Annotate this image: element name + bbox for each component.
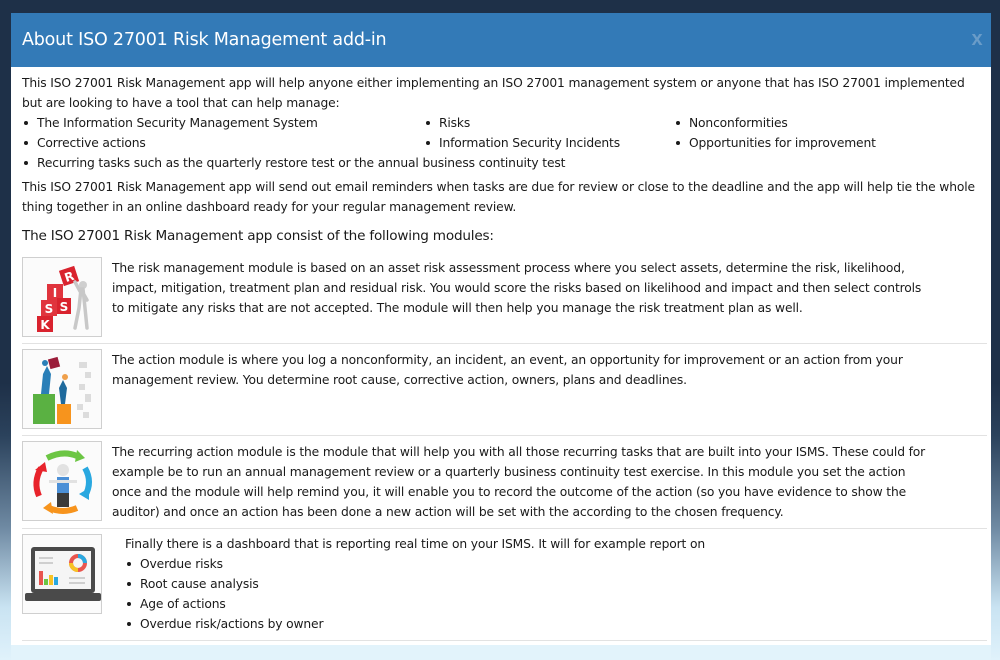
intro-paragraph: This ISO 27001 Risk Management app will help anyone either implementing an ISO 27001 management system or anyone that has ISO 27001 implemented but are looking to have a tool that can help manage: xyxy=(22,76,965,110)
action-teamwork-icon xyxy=(22,349,102,429)
modules-heading: The ISO 27001 Risk Management app consist of the following modules: xyxy=(22,228,494,244)
recurring-cycle-icon xyxy=(22,441,102,521)
module-recurring xyxy=(22,436,987,529)
feature-item: Risks xyxy=(424,113,674,133)
module-description: The risk management module is based on an asset risk assessment process where you select assets, determine the risk, likelihood, impact, mitigation, treatment plan and residual risk. You would score the risks based on likelihood and impact and then select controls to mitigate any risks that are not accepted. The module will then help you manage the risk treatment plan as well. xyxy=(112,261,922,315)
feature-item: Opportunities for improvement xyxy=(674,133,974,153)
feature-item: Corrective actions xyxy=(22,133,424,153)
dialog-title: About ISO 27001 Risk Management add-in xyxy=(22,30,387,50)
feature-list xyxy=(22,113,980,173)
dialog-bottom-edge xyxy=(11,645,991,660)
module-dashboard xyxy=(22,529,987,641)
risk-blocks-icon xyxy=(22,257,102,337)
module-description: Finally there is a dashboard that is reporting real time on your ISMS. It will for example report on xyxy=(125,537,705,551)
report-item: Overdue risks xyxy=(125,554,945,574)
feature-item: Recurring tasks such as the quarterly restore test or the annual business continuity test xyxy=(22,153,974,173)
dashboard-report-list xyxy=(125,554,945,634)
module-description: The action module is where you log a nonconformity, an incident, an event, an opportunity for improvement or an action from your management review. You determine root cause, corrective action, owners, plans and deadlines. xyxy=(112,353,903,387)
module-risk xyxy=(22,252,987,344)
feature-item: Information Security Incidents xyxy=(424,133,674,153)
dialog-header xyxy=(11,13,991,67)
dashboard-laptop-icon xyxy=(22,534,102,614)
feature-item: Nonconformities xyxy=(674,113,974,133)
report-item: Age of actions xyxy=(125,594,945,614)
about-dialog xyxy=(11,13,991,660)
dialog-body xyxy=(11,67,991,641)
reminder-paragraph: This ISO 27001 Risk Management app will send out email reminders when tasks are due for review or close to the deadline and the app will help tie the whole thing together in an online dashboard ready for your regular management review. xyxy=(22,180,975,214)
svg-text:K: K xyxy=(40,318,50,332)
module-description-block xyxy=(125,534,945,634)
module-description: The recurring action module is the module that will help you with all those recurring tasks that are built into your ISMS. These could for example be to run an annual management review or a quarterly business continuity test exercise. In this module you set the action once and the module will help remind you, it will enable you to record the outcome of the action (so you have evidence to show the auditor) and once an action has been done a new action will be set with the according to the chosen frequency. xyxy=(112,445,926,519)
svg-text:I: I xyxy=(52,286,58,300)
svg-text:R: R xyxy=(62,268,76,286)
svg-text:S: S xyxy=(44,302,54,316)
report-item: Root cause analysis xyxy=(125,574,945,594)
close-button[interactable]: x xyxy=(971,28,983,50)
module-action xyxy=(22,344,987,436)
svg-text:S: S xyxy=(59,300,69,314)
report-item: Overdue risk/actions by owner xyxy=(125,614,945,634)
feature-item: The Information Security Management System xyxy=(22,113,424,133)
